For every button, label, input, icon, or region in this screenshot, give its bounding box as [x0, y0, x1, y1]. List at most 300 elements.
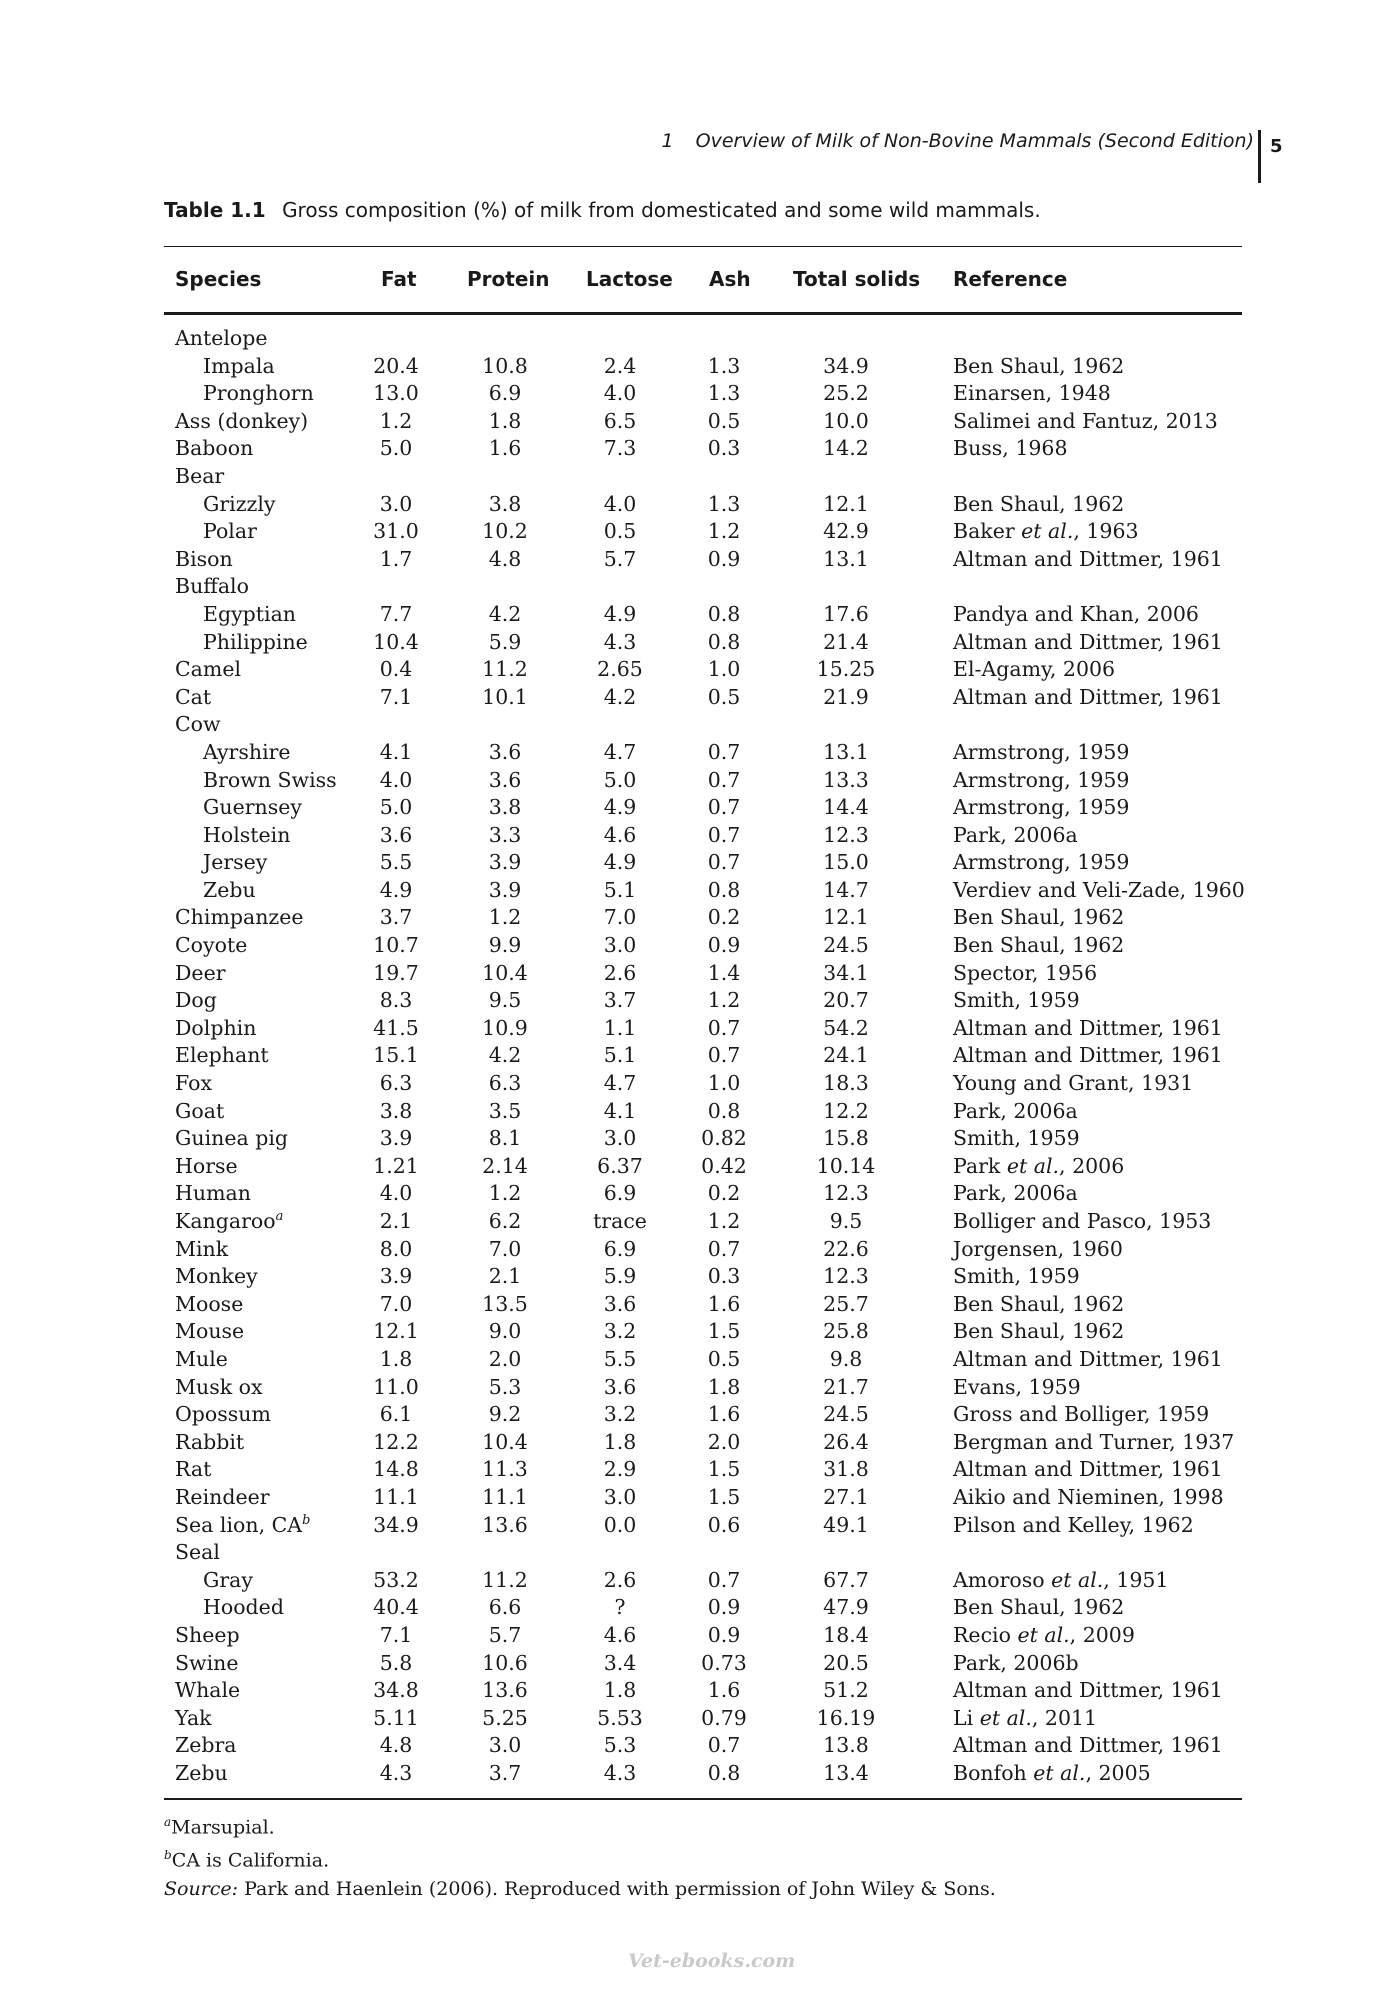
cell-reference: Smith, 1959 [953, 1264, 1080, 1289]
cell-fat: 1.8 [379, 1346, 413, 1371]
cell-species [203, 767, 337, 795]
cell-total-solids: 18.3 [823, 1071, 869, 1096]
cell-total-solids: 49.1 [823, 1512, 869, 1537]
cell-lactose: 5.9 [603, 1264, 637, 1289]
table-row [0, 1705, 1395, 1733]
table-row [0, 1015, 1395, 1043]
cell-fat: 3.0 [379, 491, 413, 516]
cell-species [203, 1567, 253, 1595]
cell-lactose: 4.7 [603, 739, 637, 764]
table-label: Table 1.1 [164, 198, 266, 222]
species-name: Baboon [175, 436, 254, 461]
cell-total-solids: 67.7 [823, 1567, 869, 1592]
species-name: Monkey [175, 1264, 258, 1289]
cell-fat: 3.9 [379, 1126, 413, 1151]
cell-species [175, 1180, 251, 1208]
cell-fat: 7.7 [379, 601, 413, 626]
cell-species [175, 711, 221, 739]
cell-fat: 2.1 [379, 1209, 413, 1233]
species-name: Seal [175, 1540, 220, 1565]
table-top-rule [164, 246, 1242, 247]
cell-protein: 9.5 [488, 988, 522, 1013]
cell-reference: Altman and Dittmer, 1961 [953, 1457, 1223, 1482]
cell-ash: 1.3 [707, 353, 741, 378]
cell-reference: Altman and Dittmer, 1961 [953, 629, 1223, 654]
cell-lactose: 3.0 [603, 1484, 637, 1509]
cell-reference: Park, 2006a [953, 822, 1078, 847]
cell-protein: 9.2 [488, 1402, 522, 1427]
cell-ash: 1.0 [707, 657, 741, 682]
cell-ash: 0.3 [707, 436, 741, 461]
species-name: Holstein [203, 822, 291, 847]
cell-species [175, 1484, 270, 1512]
cell-species [175, 1208, 283, 1236]
column-header-fat: Fat [381, 267, 417, 291]
cell-ash: 1.3 [707, 491, 741, 516]
cell-protein: 13.6 [482, 1512, 528, 1537]
cell-reference: Park, 2006b [953, 1650, 1079, 1675]
cell-fat: 53.2 [373, 1567, 419, 1592]
footnote-a [164, 1808, 996, 1841]
species-name: Brown Swiss [203, 767, 337, 792]
cell-reference: Aikio and Nieminen, 1998 [953, 1484, 1224, 1509]
cell-reference: Altman and Dittmer, 1961 [953, 684, 1223, 709]
species-name: Kangaroo [175, 1209, 276, 1233]
table-row [0, 1650, 1395, 1678]
cell-reference: Park, 2006a [953, 1098, 1078, 1123]
cell-fat: 3.9 [379, 1264, 413, 1289]
species-name: Mouse [175, 1319, 245, 1344]
cell-protein: 6.9 [488, 381, 522, 406]
cell-ash: 0.7 [707, 1015, 741, 1040]
table-row [0, 1760, 1395, 1788]
cell-reference: El-Agamy, 2006 [953, 657, 1116, 682]
cell-reference: Recio et al., 2009 [953, 1622, 1135, 1647]
cell-reference: Altman and Dittmer, 1961 [953, 1346, 1223, 1371]
cell-ash: 1.5 [707, 1457, 741, 1482]
cell-species [175, 573, 249, 601]
cell-reference: Ben Shaul, 1962 [953, 1291, 1125, 1316]
cell-lactose: 5.1 [603, 877, 637, 902]
species-name: Grizzly [203, 491, 276, 516]
footnote-marker: a [275, 1209, 284, 1225]
cell-protein: 10.4 [482, 1429, 528, 1454]
running-head [0, 130, 1254, 152]
species-name: Impala [203, 353, 275, 378]
cell-reference: Smith, 1959 [953, 1126, 1080, 1151]
cell-reference: Jorgensen, 1960 [953, 1236, 1123, 1261]
cell-fat: 3.6 [379, 822, 413, 847]
cell-ash: 0.7 [707, 767, 741, 792]
table-header-rule [164, 312, 1242, 315]
species-name: Rabbit [175, 1429, 245, 1454]
cell-reference: Ben Shaul, 1962 [953, 905, 1125, 930]
cell-protein: 3.9 [488, 850, 522, 875]
cell-lactose: 4.0 [603, 491, 637, 516]
species-name: Sea lion, CA [175, 1512, 303, 1537]
cell-reference: Buss, 1968 [953, 436, 1068, 461]
cell-ash: 0.5 [707, 684, 741, 709]
cell-total-solids: 31.8 [823, 1457, 869, 1482]
table-row [0, 1042, 1395, 1070]
cell-fat: 4.0 [379, 767, 413, 792]
cell-reference: Spector, 1956 [953, 960, 1098, 985]
species-name: Bear [175, 463, 225, 488]
running-head-rule [1258, 130, 1261, 183]
cell-reference: Armstrong, 1959 [953, 767, 1130, 792]
cell-ash: 0.73 [701, 1650, 747, 1675]
species-name: Ass (donkey) [175, 408, 309, 433]
species-name: Bison [175, 546, 233, 571]
cell-species [175, 1677, 240, 1705]
table-row [0, 1539, 1395, 1567]
cell-total-solids: 54.2 [823, 1015, 869, 1040]
table-row [0, 794, 1395, 822]
cell-lactose: 1.8 [603, 1429, 637, 1454]
cell-total-solids: 13.8 [823, 1733, 869, 1758]
column-header-species: Species [175, 267, 262, 291]
cell-total-solids: 14.2 [823, 436, 869, 461]
cell-lactose: 4.9 [603, 601, 637, 626]
cell-total-solids: 24.1 [823, 1043, 869, 1068]
table-row [0, 767, 1395, 795]
cell-species [175, 1098, 224, 1126]
cell-reference: Altman and Dittmer, 1961 [953, 1678, 1223, 1703]
cell-total-solids: 25.2 [823, 381, 869, 406]
species-name: Musk ox [175, 1374, 263, 1399]
table-row [0, 822, 1395, 850]
cell-lactose: 3.2 [603, 1319, 637, 1344]
cell-ash: 0.6 [707, 1512, 741, 1537]
species-name: Egyptian [203, 601, 297, 626]
cell-reference: Armstrong, 1959 [953, 795, 1130, 820]
cell-lactose: 7.3 [603, 436, 637, 461]
cell-total-solids: 20.5 [823, 1650, 869, 1675]
cell-reference: Pandya and Khan, 2006 [953, 601, 1199, 626]
cell-total-solids: 10.14 [816, 1153, 876, 1178]
cell-ash: 1.2 [707, 988, 741, 1013]
cell-species [175, 1042, 269, 1070]
chapter-number: 1 [661, 130, 674, 152]
cell-ash: 1.3 [707, 381, 741, 406]
cell-ash: 0.9 [707, 933, 741, 958]
cell-species [175, 1705, 212, 1733]
et-al: et al. [1017, 1622, 1070, 1647]
species-name: Elephant [175, 1043, 269, 1068]
cell-species [203, 1594, 284, 1622]
cell-protein: 1.2 [488, 905, 522, 930]
cell-ash: 0.82 [701, 1126, 747, 1151]
cell-species [203, 353, 275, 381]
cell-fat: 6.3 [379, 1071, 413, 1096]
table-caption-text: Gross composition (%) of milk from domesticated and some wild mammals. [282, 198, 1041, 222]
cell-species [203, 491, 275, 519]
species-name: Moose [175, 1291, 244, 1316]
cell-lactose: 1.8 [603, 1678, 637, 1703]
table-row [0, 1456, 1395, 1484]
cell-protein: 1.6 [488, 436, 522, 461]
cell-ash: 0.2 [707, 1181, 741, 1206]
cell-reference: Armstrong, 1959 [953, 739, 1130, 764]
species-name: Guinea pig [175, 1126, 289, 1151]
cell-protein: 4.2 [488, 1043, 522, 1068]
cell-protein: 1.2 [488, 1181, 522, 1206]
cell-lactose: 3.0 [603, 933, 637, 958]
cell-reference: Armstrong, 1959 [953, 850, 1130, 875]
table-row [0, 353, 1395, 381]
cell-lactose: 0.0 [603, 1512, 637, 1537]
cell-species [175, 1236, 228, 1264]
cell-total-solids: 16.19 [816, 1705, 876, 1730]
et-al: et al. [1006, 1153, 1060, 1178]
cell-ash: 0.9 [707, 1595, 741, 1620]
cell-species [175, 1401, 271, 1429]
table-row [0, 435, 1395, 463]
species-name: Hooded [203, 1595, 284, 1620]
table-row [0, 1263, 1395, 1291]
cell-lactose: 6.5 [603, 408, 637, 433]
table-row [0, 1732, 1395, 1760]
species-name: Ayrshire [203, 739, 291, 764]
cell-reference: Bergman and Turner, 1937 [953, 1429, 1235, 1454]
cell-species [203, 849, 267, 877]
species-name: Mink [175, 1236, 229, 1261]
table-row [0, 877, 1395, 905]
table-row [0, 1429, 1395, 1457]
cell-total-solids: 21.4 [823, 629, 869, 654]
cell-lactose: 4.3 [603, 1760, 637, 1785]
table-row [0, 849, 1395, 877]
cell-ash: 1.0 [707, 1071, 741, 1096]
cell-ash: 0.7 [707, 822, 741, 847]
cell-reference: Smith, 1959 [953, 988, 1080, 1013]
cell-lactose: 3.4 [603, 1650, 637, 1675]
cell-species [175, 1318, 244, 1346]
cell-total-solids: 24.5 [823, 933, 869, 958]
cell-ash: 0.2 [707, 905, 741, 930]
cell-total-solids: 17.6 [823, 601, 869, 626]
cell-total-solids: 10.0 [823, 408, 869, 433]
cell-fat: 11.1 [373, 1484, 419, 1509]
table-row [0, 380, 1395, 408]
cell-ash: 0.7 [707, 795, 741, 820]
cell-species [175, 1346, 228, 1374]
cell-lactose: 4.0 [603, 381, 637, 406]
cell-fat: 5.11 [373, 1705, 419, 1730]
table-row [0, 932, 1395, 960]
cell-reference: Ben Shaul, 1962 [953, 1319, 1125, 1344]
cell-species [175, 1015, 256, 1043]
cell-total-solids: 20.7 [823, 988, 869, 1013]
cell-ash: 0.9 [707, 1622, 741, 1647]
species-name: Human [175, 1181, 251, 1206]
cell-protein: 3.3 [488, 822, 522, 847]
table-row [0, 1153, 1395, 1181]
footnote-b [164, 1841, 996, 1874]
cell-reference: Bolliger and Pasco, 1953 [953, 1209, 1212, 1233]
table-row [0, 1318, 1395, 1346]
table-row [0, 904, 1395, 932]
footnote-b-mark: b [164, 1848, 172, 1863]
cell-reference: Altman and Dittmer, 1961 [953, 1043, 1223, 1068]
table-row [0, 546, 1395, 574]
cell-ash: 0.7 [707, 1236, 741, 1261]
cell-total-solids: 15.0 [823, 850, 869, 875]
cell-ash: 1.8 [707, 1374, 741, 1399]
cell-protein: 5.25 [482, 1705, 528, 1730]
table-row [0, 518, 1395, 546]
cell-lactose: 7.0 [603, 905, 637, 930]
species-name: Deer [175, 960, 226, 985]
cell-species [175, 1153, 238, 1181]
species-name: Mule [175, 1346, 228, 1371]
cell-lactose: 5.53 [597, 1705, 643, 1730]
cell-species [175, 1263, 258, 1291]
cell-total-solids: 12.2 [823, 1098, 869, 1123]
column-header-protein: Protein [467, 267, 550, 291]
table-row [0, 1484, 1395, 1512]
species-name: Pronghorn [203, 381, 314, 406]
species-name: Zebu [203, 877, 256, 902]
table-row [0, 1346, 1395, 1374]
cell-reference: Altman and Dittmer, 1961 [953, 1015, 1223, 1040]
cell-protein: 7.0 [488, 1236, 522, 1261]
table-row [0, 656, 1395, 684]
cell-species [175, 1070, 212, 1098]
species-name: Cow [175, 712, 221, 737]
cell-reference: Ben Shaul, 1962 [953, 1595, 1125, 1620]
cell-total-solids: 21.9 [823, 684, 869, 709]
cell-total-solids: 42.9 [823, 519, 869, 544]
cell-protein: 10.9 [482, 1015, 528, 1040]
cell-species [175, 1125, 288, 1153]
cell-lactose: 5.5 [603, 1346, 637, 1371]
cell-protein: 3.7 [488, 1760, 522, 1785]
cell-reference: Park, 2006a [953, 1181, 1078, 1206]
cell-reference: Verdiev and Veli-Zade, 1960 [953, 877, 1245, 902]
cell-lactose: 3.6 [603, 1374, 637, 1399]
cell-protein: 4.2 [488, 601, 522, 626]
cell-lactose: 2.4 [603, 353, 637, 378]
cell-fat: 3.7 [379, 905, 413, 930]
cell-lactose: 3.2 [603, 1402, 637, 1427]
cell-fat: 1.21 [373, 1153, 419, 1178]
cell-species [175, 1456, 211, 1484]
cell-lactose: 3.0 [603, 1126, 637, 1151]
table-row [0, 1208, 1395, 1236]
cell-lactose: 4.9 [603, 850, 637, 875]
table-row [0, 1622, 1395, 1650]
cell-lactose: 1.1 [603, 1015, 637, 1040]
table-row [0, 1125, 1395, 1153]
cell-species [203, 629, 308, 657]
cell-ash: 0.7 [707, 739, 741, 764]
chapter-title: Overview of Milk of Non-Bovine Mammals (Second Edition) [695, 130, 1254, 152]
cell-protein: 3.5 [488, 1098, 522, 1123]
cell-protein: 5.7 [488, 1622, 522, 1647]
cell-total-solids: 21.7 [823, 1374, 869, 1399]
cell-total-solids: 14.4 [823, 795, 869, 820]
cell-species [175, 546, 233, 574]
cell-lactose: 5.1 [603, 1043, 637, 1068]
cell-total-solids: 26.4 [823, 1429, 869, 1454]
cell-reference: Gross and Bolliger, 1959 [953, 1402, 1210, 1427]
cell-protein: 3.8 [488, 491, 522, 516]
cell-total-solids: 51.2 [823, 1678, 869, 1703]
table-row [0, 960, 1395, 988]
cell-lactose: 5.7 [603, 546, 637, 571]
cell-ash: 1.6 [707, 1402, 741, 1427]
cell-lactose: 2.6 [603, 960, 637, 985]
cell-lactose: 4.1 [603, 1098, 637, 1123]
cell-reference: Amoroso et al., 1951 [953, 1567, 1169, 1592]
cell-species [175, 1622, 240, 1650]
et-al: et al. [1033, 1760, 1086, 1785]
cell-ash: 1.5 [707, 1319, 741, 1344]
cell-fat: 8.3 [379, 988, 413, 1013]
cell-ash: 0.5 [707, 1346, 741, 1371]
cell-ash: 0.42 [701, 1153, 747, 1178]
cell-species [175, 904, 304, 932]
cell-reference: Young and Grant, 1931 [953, 1071, 1194, 1096]
cell-ash: 0.7 [707, 1733, 741, 1758]
cell-total-solids: 12.1 [823, 491, 869, 516]
footnote-a-text: Marsupial. [171, 1816, 275, 1839]
cell-protein: 13.6 [482, 1678, 528, 1703]
cell-protein: 4.8 [488, 546, 522, 571]
cell-total-solids: 12.3 [823, 1181, 869, 1206]
cell-fat: 8.0 [379, 1236, 413, 1261]
cell-ash: 1.5 [707, 1484, 741, 1509]
cell-fat: 41.5 [373, 1015, 419, 1040]
cell-ash: 1.2 [707, 1209, 741, 1233]
et-al: et al. [979, 1705, 1032, 1730]
table-row [0, 1401, 1395, 1429]
cell-fat: 34.9 [373, 1512, 419, 1537]
cell-fat: 6.1 [379, 1402, 413, 1427]
cell-protein: 13.5 [482, 1291, 528, 1316]
species-name: Swine [175, 1650, 239, 1675]
cell-total-solids: 9.5 [829, 1209, 863, 1233]
cell-fat: 13.0 [373, 381, 419, 406]
cell-species [175, 1374, 263, 1402]
cell-reference: Einarsen, 1948 [953, 381, 1111, 406]
cell-protein: 11.2 [482, 657, 528, 682]
cell-total-solids: 13.1 [823, 739, 869, 764]
species-name: Coyote [175, 933, 248, 958]
cell-total-solids: 13.3 [823, 767, 869, 792]
species-name: Philippine [203, 629, 308, 654]
cell-species [175, 1732, 237, 1760]
cell-protein: 10.8 [482, 353, 528, 378]
cell-ash: 0.8 [707, 601, 741, 626]
species-name: Buffalo [175, 574, 249, 599]
cell-species [175, 684, 211, 712]
table-body [0, 325, 1395, 1787]
cell-fat: 11.0 [373, 1374, 419, 1399]
cell-species [203, 739, 291, 767]
species-name: Opossum [175, 1402, 271, 1427]
table-row [0, 1070, 1395, 1098]
cell-reference: Park et al., 2006 [953, 1153, 1125, 1178]
cell-lactose: 2.65 [597, 657, 643, 682]
column-header-reference: Reference [953, 267, 1068, 291]
cell-total-solids: 13.1 [823, 546, 869, 571]
cell-lactose: 4.9 [603, 795, 637, 820]
table-row [0, 1594, 1395, 1622]
cell-total-solids: 34.1 [823, 960, 869, 985]
cell-species [203, 380, 314, 408]
